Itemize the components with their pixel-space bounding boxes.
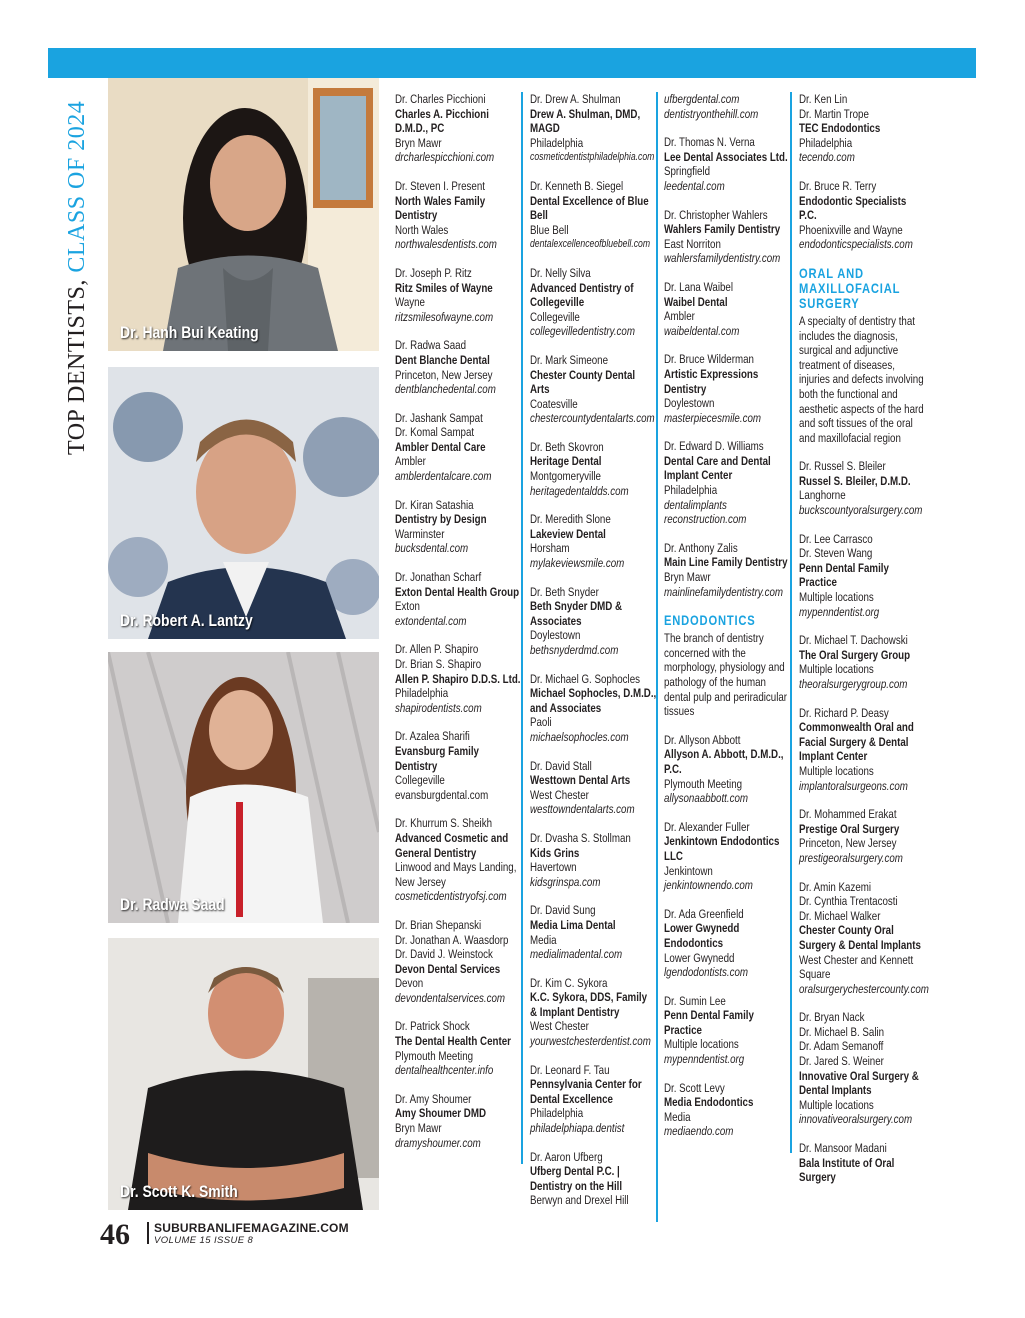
dentist-listing <box>799 706 925 794</box>
dentist-listing <box>395 816 521 904</box>
dentist-listing <box>664 907 790 980</box>
practice-website: dentalexcellenceofbluebell.com <box>530 238 651 251</box>
dentist-names: Dr. Mark Simeone <box>530 352 609 367</box>
dentist-names: Dr. Lee Carrasco Dr. Steven Wang <box>799 531 873 561</box>
practice-name: Amy Shoumer DMD <box>395 1106 487 1121</box>
dentist-names: Dr. Bryan Nack Dr. Michael B. Salin Dr. Adam Semanoff Dr. Jared S. Weiner <box>799 1010 885 1069</box>
dentist-names: Dr. David Stall <box>530 758 592 773</box>
dentist-names: Dr. Richard P. Deasy <box>799 705 889 720</box>
dentist-listing <box>664 208 790 266</box>
dentist-names: Dr. Ken Lin Dr. Martin Trope <box>799 92 869 121</box>
practice-website: masterpiecesmile.com <box>664 410 761 425</box>
footer-divider <box>147 1222 149 1244</box>
practice-name: Allen P. Shapiro D.D.S. Ltd. <box>395 671 521 686</box>
practice-name: Media Lima Dental <box>530 917 616 932</box>
dentist-names: Dr. Thomas N. Verna <box>664 135 755 150</box>
listing-column-3 <box>664 92 792 1153</box>
dentist-names: Dr. Mohammed Erakat <box>799 807 897 822</box>
practice-name: TEC Endodontics <box>799 121 881 136</box>
practice-name: Waibel Dental <box>664 294 728 309</box>
practice-website: prestigeoralsurgery.com <box>799 850 903 865</box>
top-color-bar <box>48 48 976 78</box>
practice-name: Ritz Smiles of Wayne <box>395 280 493 295</box>
practice-website: extondental.com <box>395 613 467 628</box>
specialty-heading: ORAL AND MAXILLOFACIAL SURGERY <box>799 264 901 311</box>
dentist-names: Dr. Allyson Abbott <box>664 732 741 747</box>
practice-location: Multiple locations <box>799 662 874 677</box>
practice-location: Multiple locations <box>799 1097 874 1112</box>
practice-location: North Wales <box>395 222 449 237</box>
practice-website: westtowndentalarts.com <box>530 802 635 817</box>
practice-name: North Wales Family Dentistry <box>395 193 486 223</box>
listing-column-1 <box>395 92 523 1164</box>
practice-website: heritagedentaldds.com <box>530 483 629 498</box>
practice-name: The Dental Health Center <box>395 1034 511 1049</box>
practice-name: Endodontic Specialists P.C. <box>799 193 907 223</box>
practice-website: endodonticspecialists.com <box>799 237 913 252</box>
footer-volume: VOLUME 15 ISSUE 8 <box>154 1235 254 1246</box>
practice-website: ufbergdental.com dentistryonthehill.com <box>664 92 759 121</box>
practice-name: Prestige Oral Surgery <box>799 821 900 836</box>
dentist-names: Dr. Allen P. Shapiro Dr. Brian S. Shapiro <box>395 642 482 671</box>
practice-location: Media <box>664 1109 691 1124</box>
practice-location: Plymouth Meeting <box>664 776 743 791</box>
dentist-names: Dr. Mansoor Madani <box>799 1141 887 1156</box>
practice-name: Commonwealth Oral and Facial Surgery & Dental Implant Center <box>799 720 914 764</box>
practice-name: K.C. Sykora, DDS, Family & Implant Dentistry <box>530 990 648 1019</box>
dentist-names: Dr. Christopher Wahlers <box>664 207 768 222</box>
dentist-names: Dr. Jashank Sampat Dr. Komal Sampat <box>395 410 483 440</box>
practice-location: East Norriton <box>664 236 721 251</box>
practice-location: Philadelphia <box>664 483 718 498</box>
practice-name: Evansburg Family Dentistry <box>395 743 479 773</box>
dentist-listing <box>395 498 521 556</box>
practice-location: Ambler <box>664 309 695 324</box>
footer-website: SUBURBANLIFEMAGAZINE.COM <box>154 1221 349 1235</box>
practice-name: Michael Sophocles, D.M.D., and Associates <box>530 686 657 715</box>
practice-location: Wayne <box>395 295 425 310</box>
dentist-names: Dr. Ada Greenfield <box>664 906 744 921</box>
page-number: 46 <box>100 1218 130 1251</box>
dentist-listing <box>664 541 790 599</box>
practice-website: mylakeviewsmile.com <box>530 556 625 571</box>
dentist-names: Dr. Edward D. Williams <box>664 439 764 454</box>
practice-location: Lower Gwynedd <box>664 950 735 965</box>
practice-name: Chester County Dental Arts <box>530 367 636 397</box>
practice-website: bethsnyderdmd.com <box>530 643 619 657</box>
practice-website: drcharlespicchioni.com <box>395 150 495 165</box>
dentist-names: Dr. Meredith Slone <box>530 512 611 527</box>
practice-location: Langhorne <box>799 488 846 503</box>
dentist-listing <box>530 831 656 889</box>
practice-website: shapirodentists.com <box>395 700 482 715</box>
practice-website: medialimadental.com <box>530 947 623 962</box>
portrait-photo-2 <box>108 367 379 639</box>
practice-name: Charles A. Picchioni D.M.D., PC <box>395 106 489 136</box>
practice-name: Main Line Family Dentistry <box>664 555 788 570</box>
photo-caption: Dr. Robert A. Lantzy <box>120 611 253 630</box>
practice-location: Exton <box>395 599 420 614</box>
practice-name: Russel S. Bleiler, D.M.D. <box>799 473 911 488</box>
photo-caption: Dr. Radwa Saad <box>120 895 225 914</box>
practice-location: Havertown <box>530 860 577 875</box>
practice-website: mypenndentist.org <box>799 604 880 619</box>
dentist-listing <box>530 672 656 745</box>
dentist-names: Dr. Bruce Wilderman <box>664 352 754 367</box>
dentist-names: Dr. Beth Snyder <box>530 584 599 599</box>
photo-caption: Dr. Hanh Bui Keating <box>120 323 259 342</box>
practice-website: theoralsurgerygroup.com <box>799 677 908 691</box>
practice-name: Innovative Oral Surgery & Dental Implants <box>799 1068 919 1098</box>
practice-name: Jenkintown Endodontics LLC <box>664 834 780 863</box>
dentist-listing <box>530 353 656 426</box>
dentist-names: Dr. Aaron Ufberg <box>530 1149 603 1164</box>
practice-location: Philadelphia <box>395 686 449 701</box>
practice-name: Penn Dental Family Practice <box>664 1008 754 1037</box>
practice-location: Doylestown <box>664 396 715 411</box>
practice-location: Doylestown <box>530 628 581 643</box>
practice-website: cosmeticdentistphiladelphia.com <box>530 151 655 164</box>
practice-website: chestercountydentalarts.com <box>530 411 655 426</box>
dentist-listing <box>395 411 521 484</box>
practice-location: Coatesville <box>530 396 578 411</box>
dentist-listing <box>664 135 790 193</box>
dentist-listing <box>530 585 656 658</box>
dentist-names: Dr. David Sung <box>530 903 596 918</box>
practice-name: Ambler Dental Care <box>395 439 486 454</box>
dentist-listing <box>799 807 925 865</box>
dentist-names: Dr. Michael G. Sophocles <box>530 671 641 686</box>
dentist-listing <box>799 633 925 691</box>
dentist-names: Dr. Russel S. Bleiler <box>799 459 886 474</box>
practice-name: Pennsylvania Center for Dental Excellence <box>530 1077 642 1106</box>
practice-location: Multiple locations <box>664 1037 739 1052</box>
dentist-names: Dr. Charles Picchioni <box>395 92 486 106</box>
practice-location: Horsham <box>530 541 570 556</box>
practice-website: amblerdentalcare.com <box>395 469 492 484</box>
practice-name: Devon Dental Services <box>395 961 501 976</box>
practice-website: dentblanchedental.com <box>395 382 496 397</box>
dentist-listing <box>395 918 521 1006</box>
dentist-listing <box>664 352 790 425</box>
practice-name: Dental Care and Dental Implant Center <box>664 453 771 483</box>
practice-website: michaelsophocles.com <box>530 729 629 744</box>
dentist-listing <box>395 338 521 396</box>
dentist-names: Dr. Drew A. Shulman <box>530 92 621 106</box>
specialty-description: The branch of dentistry concerned with the morphology, physiology and pathology of the human dental pulp and periradicular tissues <box>664 631 788 719</box>
dentist-names: Dr. Michael T. Dachowski <box>799 633 908 648</box>
dentist-listing <box>664 1081 790 1139</box>
practice-website: wahlersfamilydentistry.com <box>664 251 781 266</box>
dentist-names: Dr. Anthony Zalis <box>664 540 738 555</box>
practice-location: Phoenixville and Wayne <box>799 222 903 237</box>
practice-name: Heritage Dental <box>530 454 602 469</box>
practice-name: The Oral Surgery Group <box>799 647 911 662</box>
dentist-listing <box>530 759 656 817</box>
practice-location: Princeton, New Jersey <box>799 836 897 851</box>
practice-name: Exton Dental Health Group <box>395 584 520 599</box>
dentist-listing <box>664 994 790 1067</box>
practice-name: Media Endodontics <box>664 1095 754 1110</box>
listing-column-4 <box>799 92 929 1199</box>
listing-column-2 <box>530 92 658 1222</box>
dentist-listing <box>664 820 790 893</box>
practice-website: mainlinefamilydentistry.com <box>664 584 784 599</box>
practice-location: Warminster <box>395 526 445 541</box>
practice-name: Advanced Dentistry of Collegeville <box>530 280 634 310</box>
dentist-names: Dr. Beth Skovron <box>530 439 604 454</box>
practice-location: West Chester <box>530 787 589 802</box>
practice-website: leedental.com <box>664 178 725 193</box>
practice-website: collegevilledentistry.com <box>530 324 635 339</box>
practice-location: Springfield <box>664 164 711 179</box>
dentist-names: Dr. Patrick Shock <box>395 1019 470 1034</box>
dentist-names: Dr. Lana Waibel <box>664 279 734 294</box>
dentist-listing <box>530 92 656 165</box>
practice-location: West Chester and Kennett Square <box>799 952 914 982</box>
practice-website: bucksdental.com <box>395 541 469 556</box>
practice-location: Bryn Mawr <box>395 1121 442 1136</box>
practice-website: lgendodontists.com <box>664 965 749 980</box>
dentist-names: Dr. Steven I. Present <box>395 178 485 193</box>
practice-location: Collegeville <box>395 773 445 788</box>
practice-location: Princeton, New Jersey <box>395 367 493 382</box>
practice-name: Ufberg Dental P.C. | Dentistry on the Hill <box>530 1164 623 1193</box>
dentist-listing <box>664 439 790 527</box>
practice-location: Philadelphia <box>530 135 584 150</box>
dentist-listing <box>799 879 929 997</box>
dentist-names: Dr. Leonard F. Tau <box>530 1062 610 1077</box>
dentist-listing <box>530 976 656 1049</box>
dentist-names: Dr. Azalea Sharifi <box>395 729 470 744</box>
practice-website: devondentalservices.com <box>395 990 506 1005</box>
practice-location: West Chester <box>530 1019 589 1034</box>
practice-location: Media <box>530 932 557 947</box>
dentist-names: Dr. Jonathan Scharf <box>395 570 482 585</box>
practice-name: Bala Institute of Oral Surgery <box>799 1155 895 1185</box>
practice-location: Plymouth Meeting <box>395 1048 474 1063</box>
dentist-names: Dr. Sumin Lee <box>664 993 726 1008</box>
practice-website: innovativeoralsurgery.com <box>799 1112 913 1127</box>
practice-location: Bryn Mawr <box>664 570 711 585</box>
specialty-description: A specialty of dentistry that includes the diagnosis, surgical and adjunctive treatment of diseases, injuries and defects involving both the functional and aesthetic aspects of the hard and soft tissues of the oral and maxillofacial region <box>799 313 924 445</box>
practice-name: Penn Dental Family Practice <box>799 560 889 590</box>
dentist-names: Dr. Amin Kazemi Dr. Cynthia Trentacosti Dr. Michael Walker <box>799 879 898 923</box>
dentist-listing <box>799 459 925 517</box>
dentist-listing <box>530 266 656 339</box>
dentist-listing <box>395 729 521 802</box>
practice-website: northwalesdentists.com <box>395 237 497 252</box>
dentist-names: Dr. Khurrum S. Sheikh <box>395 816 492 831</box>
practice-website: dramyshoumer.com <box>395 1135 481 1150</box>
practice-location: Ambler <box>395 454 426 469</box>
practice-website: yourwestchesterdentist.com <box>530 1034 651 1049</box>
practice-website: buckscountyoralsurgery.com <box>799 503 923 518</box>
dentist-listing <box>530 440 656 498</box>
practice-location: Blue Bell <box>530 222 569 237</box>
practice-location: Collegeville <box>530 309 580 324</box>
dentist-listing <box>395 642 521 715</box>
practice-location: Linwood and Mays Landing, New Jersey <box>395 860 517 889</box>
practice-name: Dent Blanche Dental <box>395 352 490 367</box>
dentist-listing <box>799 1010 925 1127</box>
practice-name: Advanced Cosmetic and General Dentistry <box>395 830 509 860</box>
dentist-listing <box>530 1063 656 1136</box>
practice-location: Bryn Mawr <box>395 135 442 150</box>
dentist-listing <box>395 179 521 252</box>
dentist-listing <box>530 1150 656 1208</box>
practice-website: oralsurgerychestercounty.com <box>799 981 929 996</box>
dentist-listing <box>664 280 790 338</box>
dentist-listing <box>530 512 656 570</box>
practice-name: Lower Gwynedd Endodontics <box>664 921 740 950</box>
photo-caption: Dr. Scott K. Smith <box>120 1182 238 1201</box>
practice-website: jenkintownendo.com <box>664 878 753 893</box>
practice-location: Paoli <box>530 715 552 730</box>
practice-website: dentalimplants reconstruction.com <box>664 497 747 527</box>
practice-location: Philadelphia <box>799 135 853 150</box>
dentist-listing <box>664 733 790 806</box>
practice-website: tecendo.com <box>799 150 855 165</box>
dentist-listing <box>799 532 925 620</box>
specialty-heading: ENDODONTICS <box>664 612 756 629</box>
dentist-names: Dr. Nelly Silva <box>530 265 591 280</box>
practice-name: Allyson A. Abbott, D.M.D., P.C. <box>664 747 784 776</box>
practice-website: dentalhealthcenter.info <box>395 1063 494 1078</box>
practice-website: mypenndentist.org <box>664 1052 745 1067</box>
dentist-listing <box>395 570 521 628</box>
practice-website: mediaendo.com <box>664 1124 734 1139</box>
dentist-listing <box>395 1019 521 1077</box>
practice-name: Artistic Expressions Dentistry <box>664 366 759 396</box>
dentist-listing <box>799 1141 925 1185</box>
dentist-names: Dr. Bruce R. Terry <box>799 178 877 193</box>
dentist-listing <box>530 179 656 252</box>
dentist-names: Dr. Radwa Saad <box>395 338 466 353</box>
practice-website: evansburgdental.com <box>395 787 489 802</box>
dentist-listing <box>395 266 521 324</box>
practice-website: philadelphiapa.dentist <box>530 1121 625 1136</box>
practice-name: Lakeview Dental <box>530 526 606 541</box>
dentist-names: Dr. Kenneth B. Siegel <box>530 178 624 193</box>
practice-website: kidsgrinspa.com <box>530 874 601 889</box>
dentist-names: Dr. Kim C. Sykora <box>530 975 608 990</box>
practice-name: Kids Grins <box>530 845 580 860</box>
practice-location: Jenkintown <box>664 863 713 878</box>
dentist-listing <box>664 92 790 121</box>
portrait-photo-1 <box>108 78 379 351</box>
practice-website: ritzsmilesofwayne.com <box>395 309 494 324</box>
practice-location: Berwyn and Drexel Hill <box>530 1193 629 1208</box>
dentist-listing <box>799 92 925 165</box>
practice-name: Dental Excellence of Blue Bell <box>530 193 649 223</box>
practice-name: Beth Snyder DMD & Associates <box>530 599 623 628</box>
practice-location: Devon <box>395 976 424 991</box>
dentist-names: Dr. Amy Shoumer <box>395 1091 472 1106</box>
practice-name: Westtown Dental Arts <box>530 773 631 788</box>
practice-name: Wahlers Family Dentistry <box>664 222 781 237</box>
practice-name: Chester County Oral Surgery & Dental Implants <box>799 923 921 952</box>
dentist-listing <box>395 1092 521 1150</box>
practice-location: Philadelphia <box>530 1106 584 1121</box>
practice-name: Dentistry by Design <box>395 512 487 527</box>
portrait-photo-3 <box>108 652 379 923</box>
practice-name: Drew A. Shulman, DMD, MAGD <box>530 106 641 136</box>
dentist-names: Dr. Alexander Fuller <box>664 819 750 834</box>
dentist-listing <box>799 179 925 252</box>
dentist-names: Dr. Kiran Satashia <box>395 497 474 512</box>
practice-location: Multiple locations <box>799 763 874 778</box>
dentist-names: Dr. Joseph P. Ritz <box>395 265 472 280</box>
dentist-names: Dr. Scott Levy <box>664 1080 725 1095</box>
practice-location: Multiple locations <box>799 590 874 605</box>
practice-name: Lee Dental Associates Ltd. <box>664 149 788 164</box>
portrait-photo-4 <box>108 938 379 1210</box>
dentist-names: Dr. Dvasha S. Stollman <box>530 830 631 845</box>
section-title: TOP DENTISTS, CLASS OF 2024 <box>64 100 90 455</box>
practice-website: allysonaabbott.com <box>664 791 749 806</box>
practice-website: implantoralsurgeons.com <box>799 778 908 793</box>
practice-location: Montgomeryville <box>530 469 601 484</box>
practice-website: waibeldental.com <box>664 323 740 338</box>
dentist-names: Dr. Brian Shepanski Dr. Jonathan A. Waasdorp Dr. David J. Weinstock <box>395 917 509 962</box>
practice-website: cosmeticdentistryofsj.com <box>395 889 507 904</box>
dentist-listing <box>395 92 521 165</box>
dentist-listing <box>530 903 656 961</box>
